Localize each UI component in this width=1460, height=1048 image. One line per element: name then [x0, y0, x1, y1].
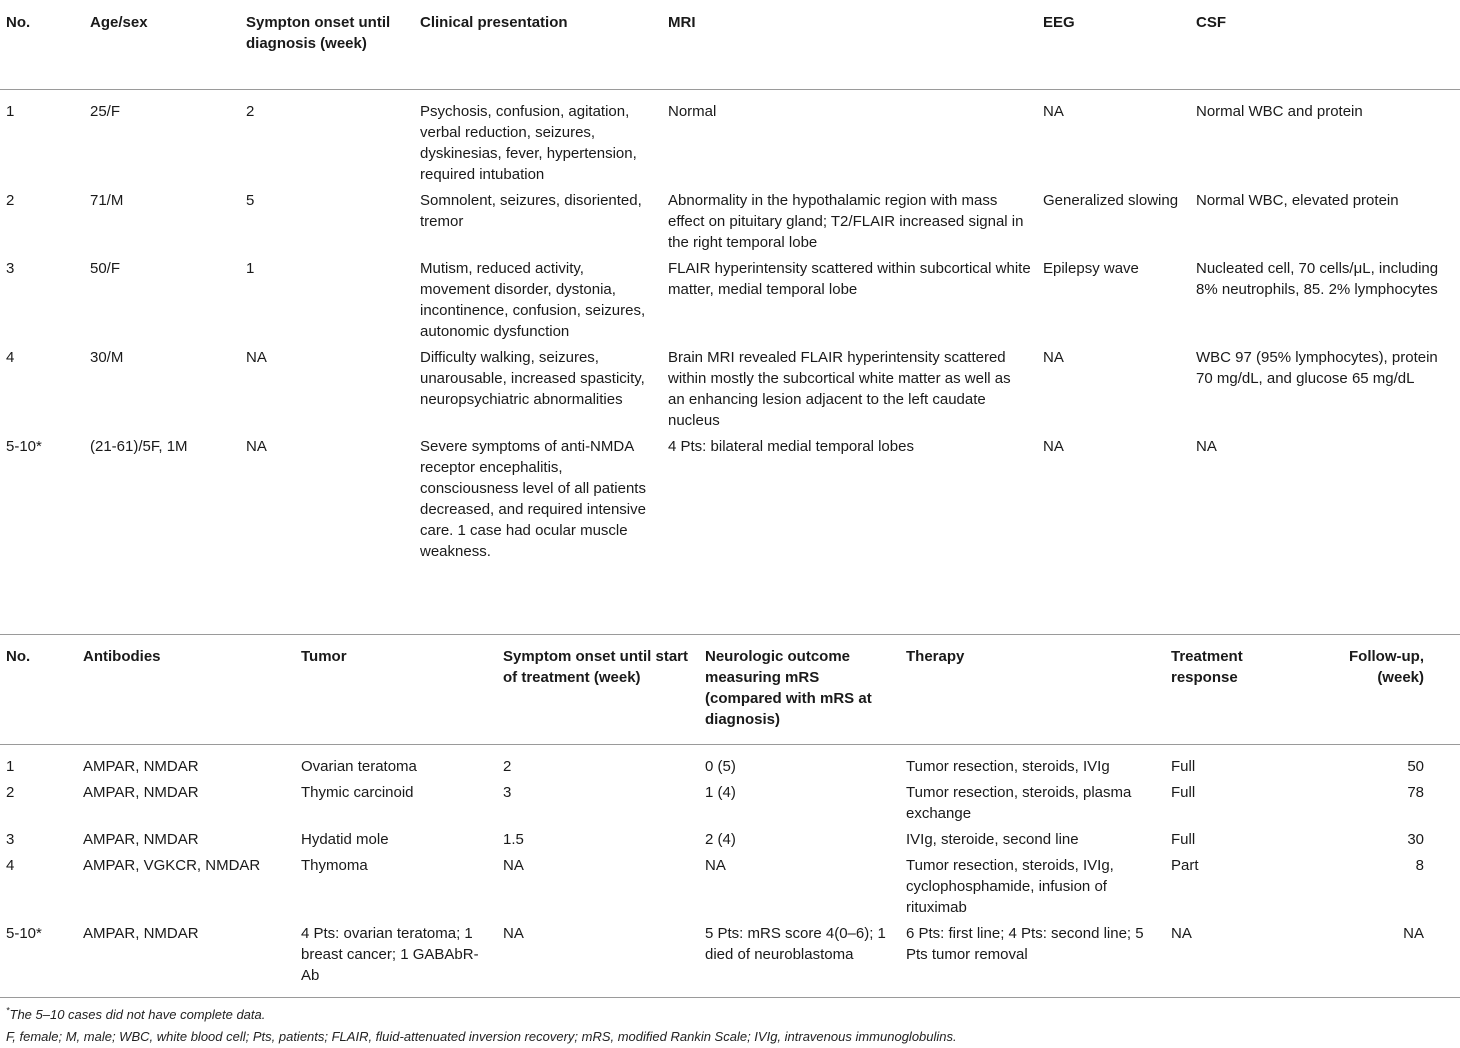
header-neurologic-outcome: Neurologic outcome measuring mRS (compared with mRS at diagnosis) — [699, 635, 900, 745]
cell-onset: 1 — [246, 259, 255, 277]
header-clinical-presentation: Clinical presentation — [414, 12, 662, 89]
cell-eeg: NA — [1043, 348, 1064, 366]
cell-antibodies: AMPAR, NMDAR — [77, 923, 295, 998]
cell-response: Full — [1171, 831, 1196, 848]
cell-follow-up: 30 — [1407, 831, 1424, 848]
cell-clinical: Psychosis, confusion, agitation, verbal reduction, seizures, dyskinesias, fever, hypertension, required intubation — [420, 102, 637, 183]
cell-outcome: 2 (4) — [705, 831, 736, 848]
cell-eeg: NA — [1043, 102, 1064, 120]
table-row — [0, 436, 1460, 567]
cell-mri: 4 Pts: bilateral medial temporal lobes — [668, 437, 914, 455]
cell-onset: NA — [246, 348, 267, 366]
table-header-row — [0, 635, 1460, 745]
header-csf: CSF — [1190, 12, 1460, 89]
cell-tumor: Hydatid mole — [301, 831, 389, 848]
cell-tumor: 4 Pts: ovarian teratoma; 1 breast cancer; 1 GABAbR-Ab — [295, 923, 497, 998]
cell-tumor: Thymoma — [301, 857, 368, 874]
cell-mri: Brain MRI revealed FLAIR hyperintensity scattered within mostly the subcortical white matter as well as an enhancing lesion adjacent to the left caudate nucleus — [668, 348, 1011, 429]
cell-csf: Normal WBC, elevated protein — [1196, 191, 1399, 209]
header-therapy: Therapy — [900, 635, 1165, 745]
header-no: No. — [0, 12, 84, 89]
cell-age-sex: (21-61)/5F, 1M — [90, 437, 188, 455]
cell-no: 4 — [6, 348, 15, 366]
footnote-incomplete-data — [6, 1006, 265, 1024]
cell-antibodies: AMPAR, NMDAR — [83, 784, 199, 801]
header-no: No. — [0, 635, 77, 745]
header-tumor: Tumor — [295, 635, 497, 745]
cell-antibodies: AMPAR, NMDAR — [83, 831, 199, 848]
cell-onset: NA — [246, 437, 267, 455]
cell-tumor: Ovarian teratoma — [301, 758, 417, 775]
cell-onset: NA — [503, 857, 524, 874]
cell-age-sex: 71/M — [90, 191, 124, 209]
cell-age-sex: 30/M — [90, 348, 124, 366]
cell-therapy: Tumor resection, steroids, plasma exchange — [906, 784, 1132, 822]
table-row — [0, 347, 1460, 436]
cell-therapy: Tumor resection, steroids, IVIg, cyclophosphamide, infusion of rituximab — [906, 857, 1114, 916]
cell-eeg: Generalized slowing — [1043, 191, 1179, 209]
cell-no: 3 — [6, 259, 15, 277]
cell-follow-up: 78 — [1407, 784, 1424, 801]
cell-onset: 3 — [503, 784, 512, 801]
cell-clinical: Mutism, reduced activity, movement disorder, dystonia, incontinence, confusion, seizures, autonomic dysfunction — [420, 259, 646, 340]
cell-clinical: Difficulty walking, seizures, unarousable, increased spasticity, neuropsychiatric abnormalities — [420, 348, 645, 408]
cell-age-sex: 25/F — [90, 102, 121, 120]
cell-tumor: Thymic carcinoid — [301, 784, 414, 801]
table-header-row — [0, 12, 1460, 89]
header-follow-up: Follow-up, (week) — [1317, 635, 1460, 745]
cell-follow-up: NA — [1317, 923, 1460, 998]
table-row — [0, 745, 1460, 783]
cell-outcome: 0 (5) — [705, 758, 736, 775]
cell-response: NA — [1165, 923, 1317, 998]
cell-outcome: 5 Pts: mRS score 4(0–6); 1 died of neuroblastoma — [699, 923, 900, 998]
cell-outcome: 1 (4) — [705, 784, 736, 801]
treatment-outcome-table — [0, 634, 1460, 998]
header-onset-until-diagnosis: Sympton onset until diagnosis (week) — [240, 12, 414, 89]
cell-outcome: NA — [705, 857, 726, 874]
cell-no: 2 — [6, 191, 15, 209]
cell-mri: FLAIR hyperintensity scattered within subcortical white matter, medial temporal lobe — [668, 259, 1031, 298]
table-row — [0, 258, 1460, 347]
cell-csf: NA — [1196, 437, 1217, 455]
header-onset-until-treatment: Symptom onset until start of treatment (week) — [497, 635, 699, 745]
cell-onset: 5 — [246, 191, 255, 209]
cell-therapy: 6 Pts: first line; 4 Pts: second line; 5 Pts tumor removal — [900, 923, 1165, 998]
cell-no: 3 — [6, 831, 15, 848]
header-treatment-response: Treatment response — [1165, 635, 1317, 745]
table-row — [0, 782, 1460, 829]
header-age-sex: Age/sex — [84, 12, 240, 89]
cell-csf: Nucleated cell, 70 cells/μL, including 8% neutrophils, 85. 2% lymphocytes — [1196, 259, 1439, 298]
cell-clinical: Severe symptoms of anti-NMDA receptor encephalitis, consciousness level of all patients decreased, and required intensive care. 1 case had ocular muscle weakness. — [420, 437, 646, 560]
cell-csf: Normal WBC and protein — [1196, 102, 1363, 120]
table-row — [0, 190, 1460, 258]
cell-clinical: Somnolent, seizures, disoriented, tremor — [420, 191, 642, 230]
header-mri: MRI — [662, 12, 1037, 89]
cell-follow-up: 50 — [1407, 758, 1424, 775]
cell-eeg: NA — [1043, 437, 1064, 455]
cell-age-sex: 50/F — [90, 259, 121, 277]
cell-no: 2 — [6, 784, 15, 801]
table-row — [0, 89, 1460, 190]
cell-onset: 2 — [503, 758, 512, 775]
cell-no: 1 — [6, 758, 15, 775]
cell-no: 5-10* — [0, 923, 77, 998]
cell-antibodies: AMPAR, VGKCR, NMDAR — [83, 857, 261, 874]
cell-antibodies: AMPAR, NMDAR — [83, 758, 199, 775]
cell-no: 1 — [6, 102, 15, 120]
patient-characteristics-table — [0, 12, 1460, 567]
footnote-marker: * — [6, 1005, 10, 1016]
cell-mri: Normal — [668, 102, 717, 120]
footnote-text: The 5–10 cases did not have complete data. — [9, 1007, 266, 1022]
cell-therapy: IVIg, steroide, second line — [906, 831, 1079, 848]
cell-onset: 1.5 — [503, 831, 524, 848]
footnote-abbreviations: F, female; M, male; WBC, white blood cell; Pts, patients; FLAIR, fluid-attenuated inversion recovery; mRS, modified Rankin Scale; IVIg, intravenous immunoglobulins. — [6, 1029, 957, 1044]
cell-onset: NA — [497, 923, 699, 998]
cell-response: Part — [1171, 857, 1199, 874]
cell-therapy: Tumor resection, steroids, IVIg — [906, 758, 1110, 775]
cell-no: 4 — [6, 857, 15, 874]
cell-no: 5-10* — [6, 437, 42, 455]
header-antibodies: Antibodies — [77, 635, 295, 745]
cell-response: Full — [1171, 758, 1196, 775]
cell-eeg: Epilepsy wave — [1043, 259, 1139, 277]
table-row — [0, 829, 1460, 855]
cell-response: Full — [1171, 784, 1196, 801]
cell-mri: Abnormality in the hypothalamic region with mass effect on pituitary gland; T2/FLAIR increased signal in the right temporal lobe — [668, 191, 1024, 251]
header-eeg: EEG — [1037, 12, 1190, 89]
cell-csf: WBC 97 (95% lymphocytes), protein 70 mg/dL, and glucose 65 mg/dL — [1196, 348, 1438, 387]
cell-onset: 2 — [246, 102, 255, 120]
cell-follow-up: 8 — [1415, 857, 1424, 874]
table-row — [0, 855, 1460, 923]
table-row — [0, 923, 1460, 998]
